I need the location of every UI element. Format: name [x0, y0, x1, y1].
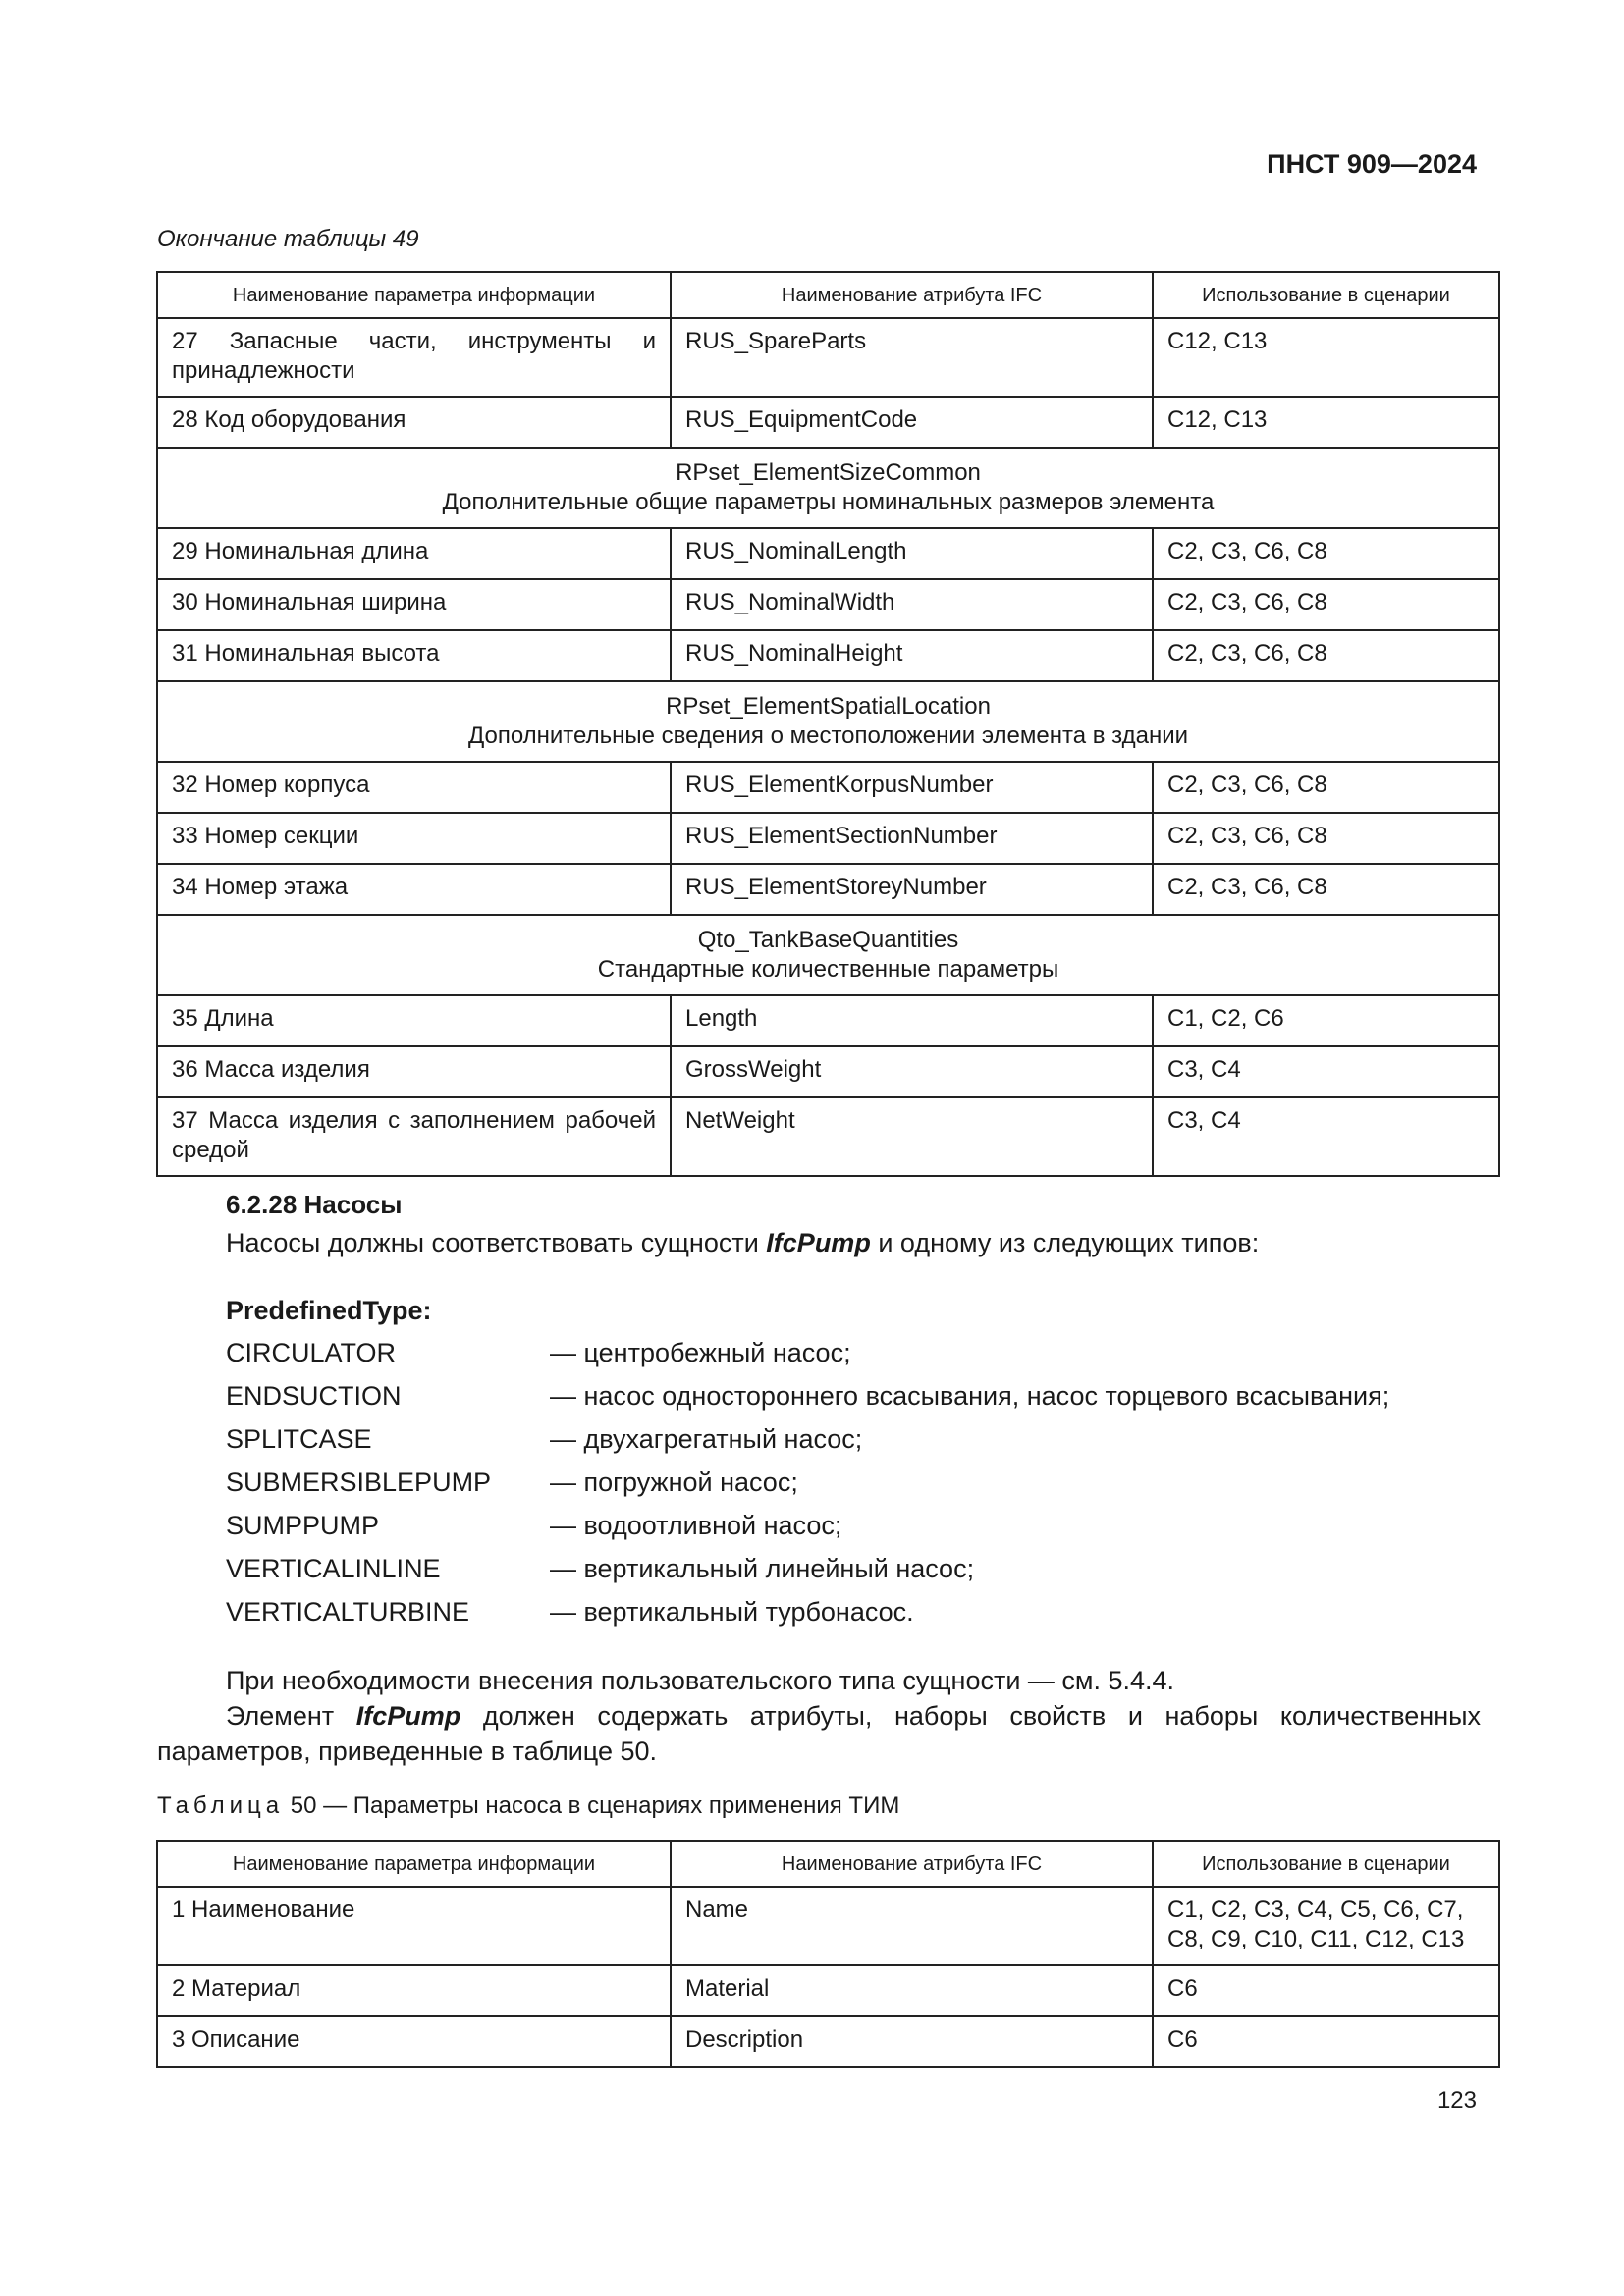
attr-cell: RUS_ElementSectionNumber [671, 813, 1153, 864]
type-name: VERTICALTURBINE [226, 1597, 470, 1627]
table-row [157, 318, 1499, 397]
table-section-row [157, 915, 1499, 995]
column-header: Наименование параметра информации [157, 1841, 671, 1887]
param-cell: 34 Номер этажа [157, 864, 671, 915]
type-description: — водоотливной насос; [550, 1511, 842, 1540]
table-50-caption [157, 1792, 899, 1820]
attr-cell: RUS_ElementKorpusNumber [671, 762, 1153, 813]
table-49 [156, 271, 1500, 1177]
table-50 [156, 1840, 1500, 2068]
table-row [157, 762, 1499, 813]
type-description: — вертикальный турбонасос. [550, 1597, 914, 1627]
attr-cell: GrossWeight [671, 1046, 1153, 1097]
section-subtitle: Стандартные количественные параметры [597, 956, 1059, 983]
param-cell: 31 Номинальная высота [157, 630, 671, 681]
table-row [157, 1046, 1499, 1097]
table-row [157, 579, 1499, 630]
entity-name: IfcPump [766, 1228, 871, 1257]
page-number: 123 [1436, 2087, 1477, 2113]
attr-cell: Length [671, 995, 1153, 1046]
type-description: — вертикальный линейный насос; [550, 1554, 975, 1583]
usage-cell: С6 [1153, 2016, 1499, 2067]
type-description: — центробежный насос; [550, 1338, 851, 1367]
list-item [226, 1547, 1492, 1590]
column-header: Использование в сценарии [1153, 1841, 1499, 1887]
type-name: CIRCULATOR [226, 1338, 397, 1367]
table-header-row [157, 1841, 1499, 1887]
usage-cell: С2, С3, С6, С8 [1153, 864, 1499, 915]
type-name: SUMPPUMP [226, 1511, 380, 1540]
column-header: Использование в сценарии [1153, 272, 1499, 318]
usage-cell: С1, С2, С3, С4, С5, С6, С7, С8, С9, С10, С11, С12, С13 [1153, 1887, 1499, 1965]
standard-code: ПНСТ 909—2024 [1267, 149, 1477, 179]
usage-cell: С2, С3, С6, С8 [1153, 762, 1499, 813]
param-cell: 1 Наименование [157, 1887, 671, 1965]
element-paragraph [157, 1698, 1481, 1769]
table-row [157, 813, 1499, 864]
table-49-caption: Окончание таблицы 49 [157, 226, 419, 252]
list-item [226, 1417, 1492, 1461]
entity-name: IfcPump [355, 1701, 461, 1731]
list-item [226, 1331, 1492, 1374]
attr-cell: RUS_NominalHeight [671, 630, 1153, 681]
intro-paragraph [226, 1225, 1259, 1260]
type-name: SUBMERSIBLEPUMP [226, 1468, 492, 1497]
param-cell: 2 Материал [157, 1965, 671, 2016]
type-description: — насос одностороннего всасывания, насос торцевого всасывания; [550, 1381, 1390, 1411]
column-header: Наименование атрибута IFC [671, 1841, 1153, 1887]
usage-cell: С3, С4 [1153, 1097, 1499, 1176]
column-header: Наименование параметра информации [157, 272, 671, 318]
table-row [157, 1887, 1499, 1965]
predefined-type-label: PredefinedType: [226, 1296, 432, 1325]
param-cell: 36 Масса изделия [157, 1046, 671, 1097]
section-cell [157, 448, 1499, 528]
type-name: VERTICALINLINE [226, 1554, 441, 1583]
param-cell: 33 Номер секции [157, 813, 671, 864]
attr-cell: RUS_NominalWidth [671, 579, 1153, 630]
param-cell: 28 Код оборудования [157, 397, 671, 448]
param-cell: 37 Масса изделия с заполнением рабочей средой [157, 1097, 671, 1176]
param-cell: 30 Номинальная ширина [157, 579, 671, 630]
table-row [157, 528, 1499, 579]
table-row [157, 397, 1499, 448]
usage-cell: С12, С13 [1153, 397, 1499, 448]
list-item [226, 1504, 1492, 1547]
usage-cell: С2, С3, С6, С8 [1153, 813, 1499, 864]
type-name: SPLITCASE [226, 1424, 372, 1454]
section-cell [157, 681, 1499, 762]
table-section-row [157, 448, 1499, 528]
list-item [226, 1374, 1492, 1417]
section-title: RPset_ElementSizeCommon [676, 459, 981, 486]
note-paragraph: При необходимости внесения пользовательского типа сущности — см. 5.4.4. [226, 1666, 1175, 1695]
usage-cell: С2, С3, С6, С8 [1153, 630, 1499, 681]
table-caption-label: Таблица [157, 1792, 285, 1819]
attr-cell: RUS_NominalLength [671, 528, 1153, 579]
attr-cell: Description [671, 2016, 1153, 2067]
table-row [157, 2016, 1499, 2067]
table-row [157, 630, 1499, 681]
intro-text-before: Насосы должны соответствовать сущности [226, 1228, 767, 1257]
type-description: — погружной насос; [550, 1468, 798, 1497]
usage-cell: С2, С3, С6, С8 [1153, 528, 1499, 579]
section-heading: 6.2.28 Насосы [226, 1190, 403, 1219]
table-caption-text: 50 — Параметры насоса в сценариях применения ТИМ [284, 1792, 900, 1819]
param-cell: 27 Запасные части, инструменты и принадлежности [157, 318, 671, 397]
usage-cell: С12, С13 [1153, 318, 1499, 397]
table-row [157, 864, 1499, 915]
attr-cell: RUS_SpareParts [671, 318, 1153, 397]
usage-cell: С1, С2, С6 [1153, 995, 1499, 1046]
table-header-row [157, 272, 1499, 318]
column-header: Наименование атрибута IFC [671, 272, 1153, 318]
table-section-row [157, 681, 1499, 762]
list-item [226, 1590, 1492, 1633]
type-list [226, 1331, 1492, 1633]
table-row [157, 995, 1499, 1046]
param-cell: 29 Номинальная длина [157, 528, 671, 579]
type-description: — двухагрегатный насос; [550, 1424, 863, 1454]
param-cell: 32 Номер корпуса [157, 762, 671, 813]
usage-cell: С2, С3, С6, С8 [1153, 579, 1499, 630]
table-row [157, 1097, 1499, 1176]
intro-text-after: и одному из следующих типов: [870, 1228, 1260, 1257]
list-item [226, 1461, 1492, 1504]
attr-cell: NetWeight [671, 1097, 1153, 1176]
attr-cell: Name [671, 1887, 1153, 1965]
type-name: ENDSUCTION [226, 1381, 402, 1411]
usage-cell: С6 [1153, 1965, 1499, 2016]
section-subtitle: Дополнительные общие параметры номинальных размеров элемента [442, 489, 1215, 515]
param-cell: 3 Описание [157, 2016, 671, 2067]
element-text-before: Элемент [226, 1701, 356, 1731]
attr-cell: Material [671, 1965, 1153, 2016]
usage-cell: С3, С4 [1153, 1046, 1499, 1097]
section-title: Qto_TankBaseQuantities [697, 927, 959, 953]
element-text-after: должен содержать атрибуты, наборы свойств и наборы количественных параметров, приведенные в таблице 50. [157, 1701, 1482, 1766]
table-row [157, 1965, 1499, 2016]
section-subtitle: Дополнительные сведения о местоположении элемента в здании [467, 722, 1189, 749]
attr-cell: RUS_EquipmentCode [671, 397, 1153, 448]
section-cell [157, 915, 1499, 995]
section-title: RPset_ElementSpatialLocation [666, 693, 991, 720]
attr-cell: RUS_ElementStoreyNumber [671, 864, 1153, 915]
param-cell: 35 Длина [157, 995, 671, 1046]
